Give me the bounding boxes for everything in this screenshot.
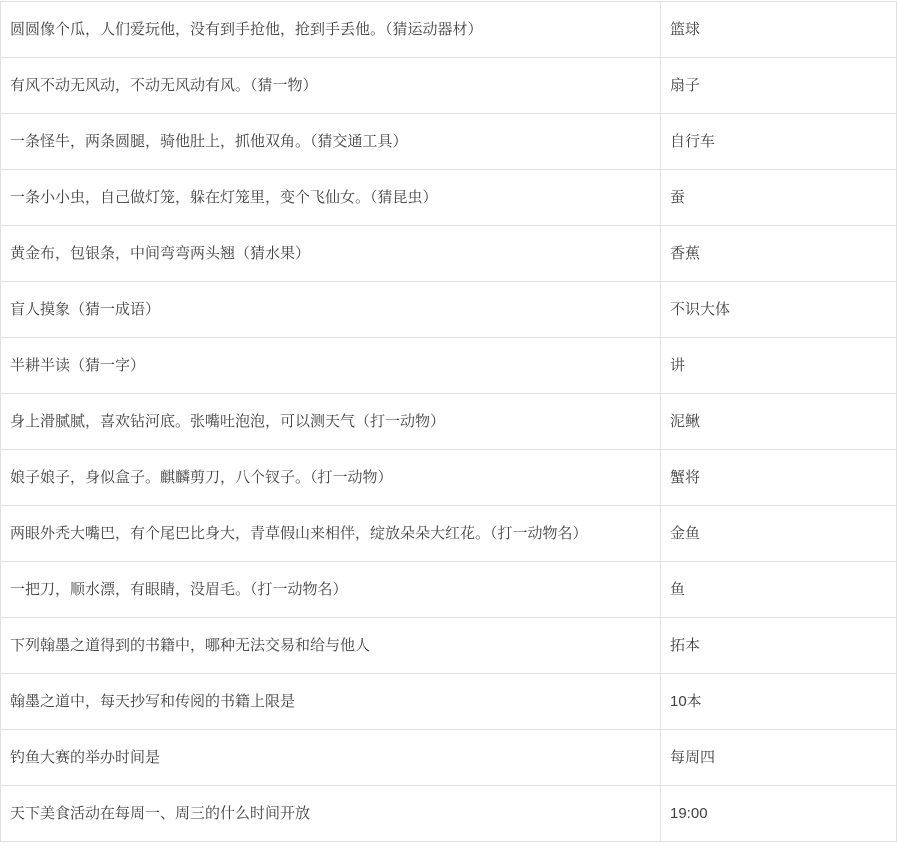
riddle-question: 一条小小虫，自己做灯笼，躲在灯笼里，变个飞仙女。（猜昆虫） — [1, 170, 661, 226]
riddle-question: 有风不动无风动，不动无风动有风。（猜一物） — [1, 58, 661, 114]
riddle-answer: 泥鳅 — [661, 394, 897, 450]
table-row — [1, 450, 897, 506]
riddle-question: 翰墨之道中，每天抄写和传阅的书籍上限是 — [1, 674, 661, 730]
riddle-question: 黄金布，包银条，中间弯弯两头翘（猜水果） — [1, 226, 661, 282]
riddle-answer: 鱼 — [661, 562, 897, 618]
riddle-answer: 不识大体 — [661, 282, 897, 338]
riddle-question: 两眼外秃大嘴巴，有个尾巴比身大，青草假山来相伴，绽放朵朵大红花。（打一动物名） — [1, 506, 661, 562]
table-row — [1, 338, 897, 394]
table-row — [1, 58, 897, 114]
riddle-table — [0, 1, 897, 842]
table-row — [1, 786, 897, 842]
table-row — [1, 562, 897, 618]
table-row — [1, 114, 897, 170]
riddle-answer: 香蕉 — [661, 226, 897, 282]
riddle-answer: 10本 — [661, 674, 897, 730]
table-row — [1, 506, 897, 562]
table-row — [1, 674, 897, 730]
riddle-answer: 扇子 — [661, 58, 897, 114]
table-row — [1, 730, 897, 786]
riddle-answer: 拓本 — [661, 618, 897, 674]
riddle-question: 盲人摸象（猜一成语） — [1, 282, 661, 338]
riddle-answer: 蟹将 — [661, 450, 897, 506]
riddle-answer: 每周四 — [661, 730, 897, 786]
riddle-answer: 自行车 — [661, 114, 897, 170]
riddle-question: 半耕半读（猜一字） — [1, 338, 661, 394]
riddle-answer: 篮球 — [661, 2, 897, 58]
riddle-answer: 蚕 — [661, 170, 897, 226]
riddle-question: 娘子娘子，身似盒子。麒麟剪刀，八个钗子。（打一动物） — [1, 450, 661, 506]
riddle-answer: 讲 — [661, 338, 897, 394]
riddle-question: 一条怪牛，两条圆腿，骑他肚上，抓他双角。（猜交通工具） — [1, 114, 661, 170]
riddle-question: 一把刀，顺水漂，有眼睛，没眉毛。（打一动物名） — [1, 562, 661, 618]
riddle-question: 钓鱼大赛的举办时间是 — [1, 730, 661, 786]
table-row — [1, 170, 897, 226]
table-row — [1, 618, 897, 674]
table-row — [1, 2, 897, 58]
riddle-answer: 19:00 — [661, 786, 897, 842]
riddle-question: 身上滑腻腻，喜欢钻河底。张嘴吐泡泡，可以测天气（打一动物） — [1, 394, 661, 450]
table-row — [1, 226, 897, 282]
riddle-answer: 金鱼 — [661, 506, 897, 562]
riddle-table-body — [1, 2, 897, 842]
table-row — [1, 282, 897, 338]
riddle-question: 下列翰墨之道得到的书籍中，哪种无法交易和给与他人 — [1, 618, 661, 674]
table-row — [1, 394, 897, 450]
riddle-question: 圆圆像个瓜，人们爱玩他，没有到手抢他，抢到手丢他。（猜运动器材） — [1, 2, 661, 58]
riddle-question: 天下美食活动在每周一、周三的什么时间开放 — [1, 786, 661, 842]
